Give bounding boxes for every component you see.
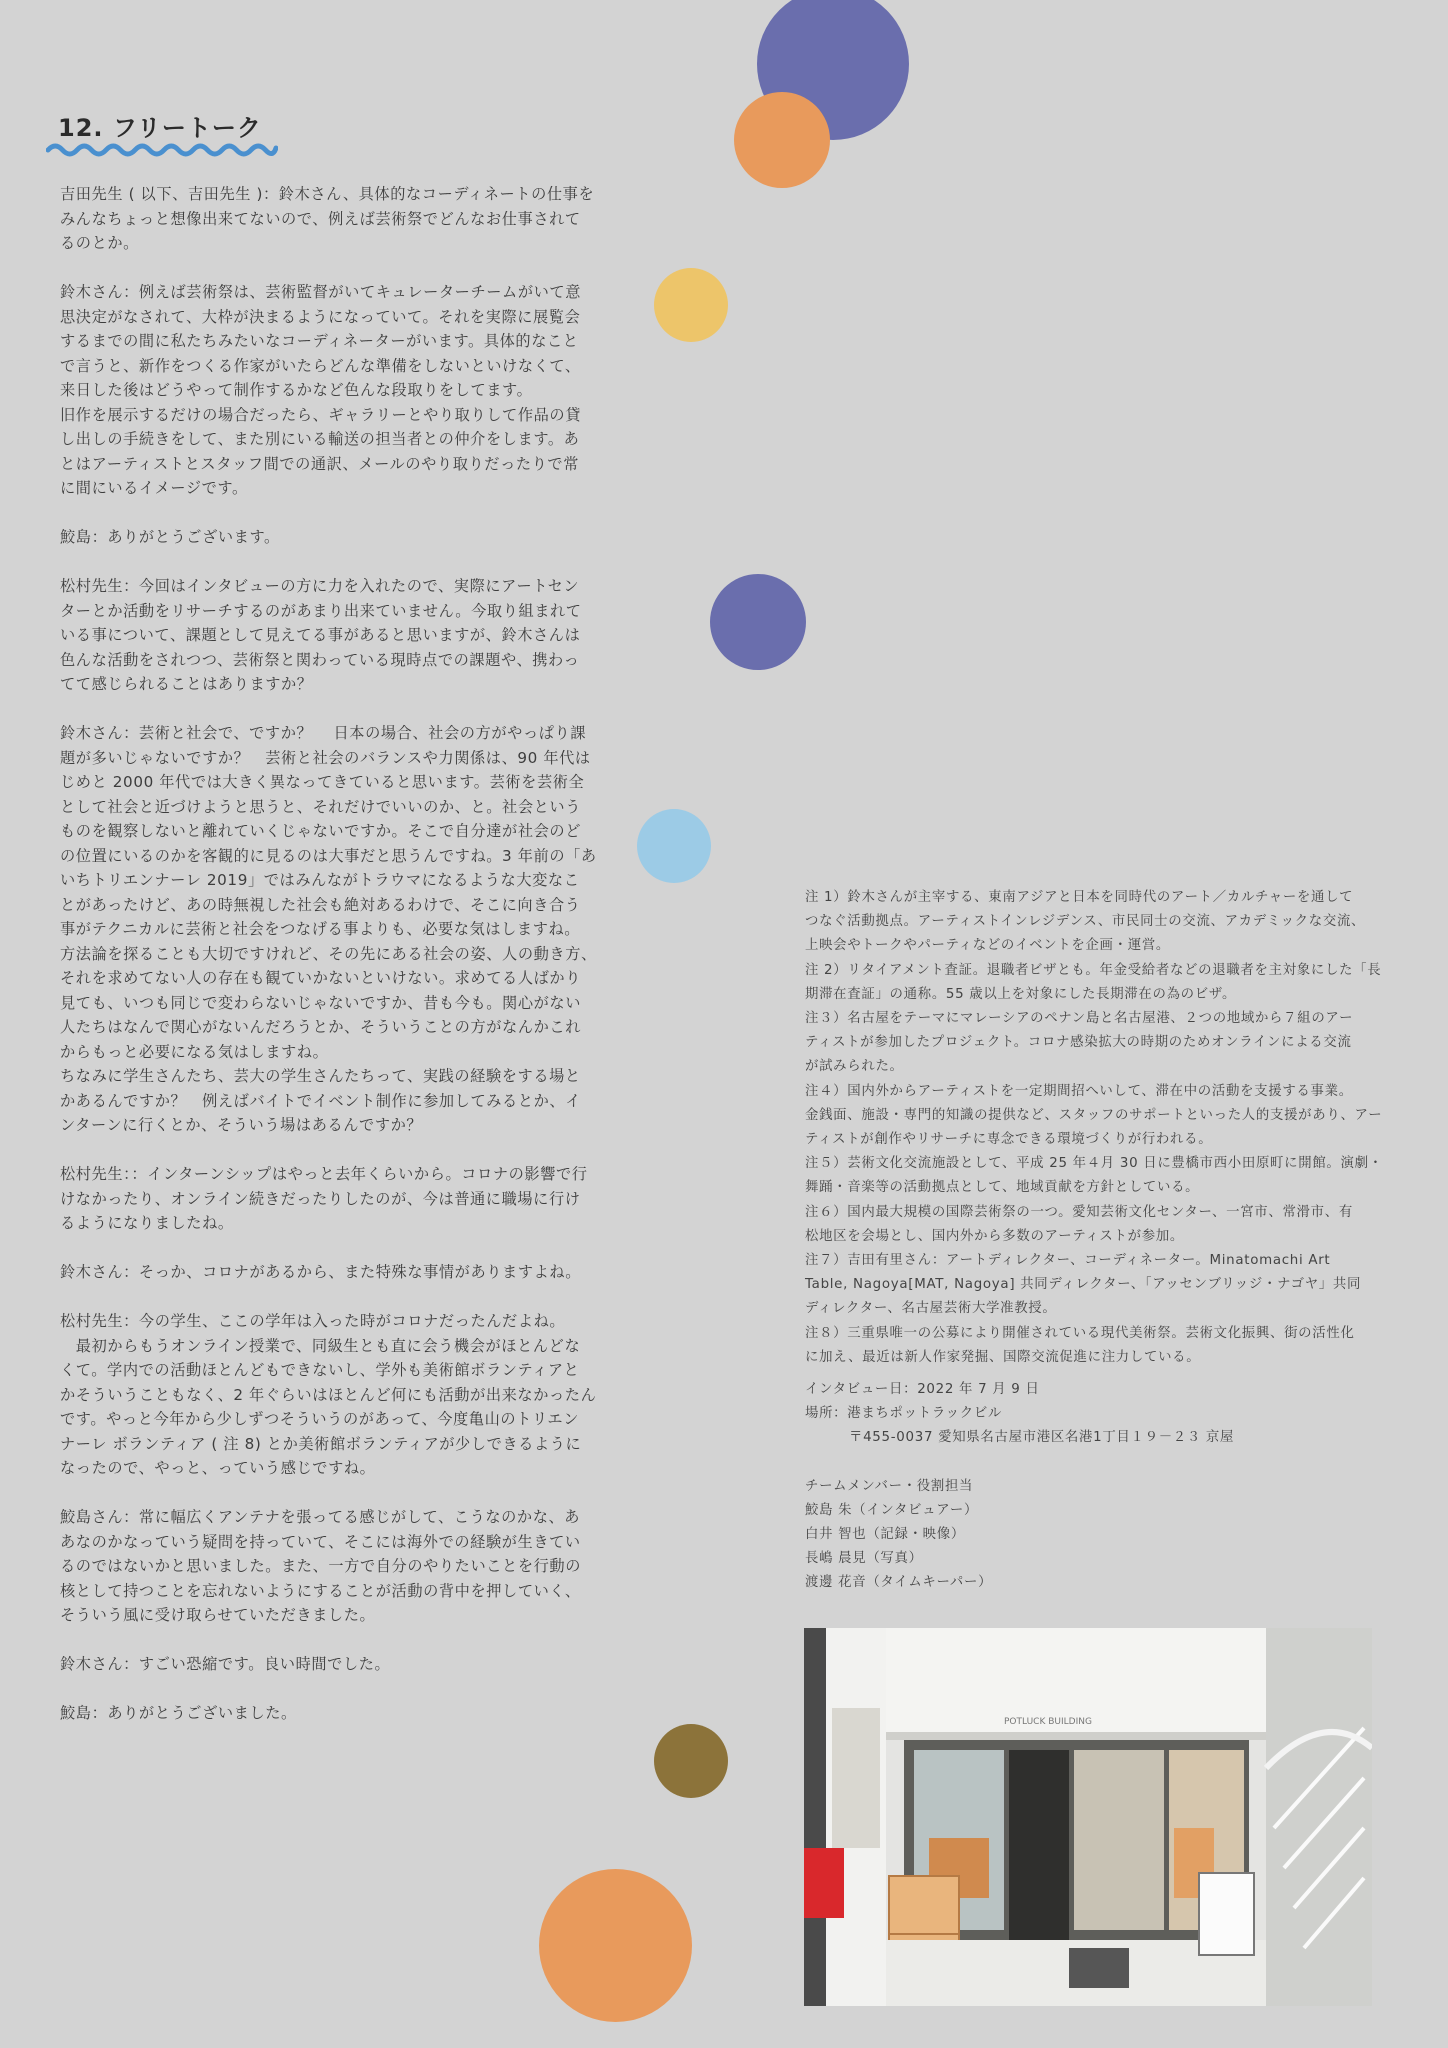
interview-info <box>805 1378 1385 1596</box>
conversation-paragraph <box>60 182 640 256</box>
team-member: 鮫島 朱（インタビュアー） <box>805 1502 979 1518</box>
conversation-line: ンターンに行くとか、そういう場はあるんですか？ <box>60 1116 423 1134</box>
footnote-line: ディレクター、名古屋芸術大学准教授。 <box>805 1301 1057 1317</box>
orange-circle-bottom <box>539 1869 692 2022</box>
footnote-line: 松地区を会場とし、国内外から多数のアーティストが参加。 <box>805 1228 1184 1244</box>
conversation-paragraph <box>60 1309 640 1481</box>
conversation-body <box>60 182 640 1750</box>
conversation-line: けなかったり、オンライン続きだったりしたのが、今は普通に職場に行け <box>60 1189 581 1208</box>
building-photo <box>804 1628 1372 2006</box>
conversation-line: ものを観察しないと離れていくじゃないですか。そこで自分達が社会のど <box>60 822 581 840</box>
yellow-circle <box>654 268 728 342</box>
conversation-line: 最初からもうオンライン授業で、同級生とも直に会う機会がほとんどな <box>60 1336 581 1355</box>
conversation-line: の位置にいるのかを客観的に見るのは大事だと思うんですね。3 年前の「あ <box>60 846 597 865</box>
conversation-line: 人たちはなんで関心がないんだろうとか、そういうことの方がなんかこれ <box>60 1018 581 1036</box>
conversation-paragraph <box>60 721 640 1138</box>
conversation-line: に間にいるイメージです。 <box>60 479 248 497</box>
conversation-line: 鮫島さん：常に幅広くアンテナを張ってる感じがして、こうなのかな、あ <box>60 1508 581 1526</box>
conversation-line: で言うと、新作をつくる作家がいたらどんな準備をしないといけなくて、 <box>60 356 581 375</box>
conversation-line: るようになりましたね。 <box>60 1214 234 1232</box>
footnote-line: 注３）名古屋をテーマにマレーシアのペナン島と名古屋港、２つの地域から７組のアー <box>805 1011 1354 1027</box>
conversation-line: 思決定がなされて、大枠が決まるようになっていて。それを実際に展覧会 <box>60 307 581 326</box>
lightblue-circle <box>637 809 711 883</box>
conversation-line: 鈴木さん：例えば芸術祭は、芸術監督がいてキュレーターチームがいて意 <box>60 283 581 301</box>
conversation-line: 鈴木さん：芸術と社会で、ですか？ 日本の場合、社会の方がやっぱり課 <box>60 724 587 742</box>
conversation-line: として社会と近づけようと思うと、それだけでいいのか、と。社会という <box>60 797 581 816</box>
conversation-line: 旧作を展示するだけの場合だったら、ギャラリーとやり取りして作品の貸 <box>60 405 581 424</box>
conversation-paragraph <box>60 1162 640 1236</box>
footnote-line: 金銭面、施設・専門的知識の提供など、スタッフのサポートといった人的支援があり、アー <box>805 1107 1383 1123</box>
conversation-line: そういう風に受け取らせていただきました。 <box>60 1606 376 1624</box>
conversation-paragraph <box>60 280 640 501</box>
conversation-line: 色んな活動をされつつ、芸術祭と関わっている現時点での課題や、携わっ <box>60 650 580 669</box>
conversation-line: みんなちょっと想像出来てないので、例えば芸術祭でどんなお仕事されて <box>60 209 581 228</box>
footnote-line: 注７）吉田有里さん：アートディレクター、コーディネーター。Minatomachi Art <box>805 1253 1331 1269</box>
footnote-line: 注 1）鈴木さんが主宰する、東南アジアと日本を同時代のアート／カルチャーを通して <box>805 890 1354 905</box>
conversation-line: くて。学内での活動ほとんどもできないし、学外も美術館ボランティアと <box>60 1361 580 1379</box>
conversation-line: かあるんですか？ 例えばバイトでイベント制作に参加してみるとか、イ <box>60 1091 581 1110</box>
conversation-line: 鮫島：ありがとうございました。 <box>60 1704 297 1722</box>
interview-date: インタビュー日：2022 年 7 月 9 日 <box>805 1382 1040 1397</box>
conversation-line: です。やっと今年から少しずつそういうのがあって、今度亀山のトリエン <box>60 1410 580 1428</box>
conversation-line: とがあったけど、あの時無視した社会も絶対あるわけで、そこに向き合う <box>60 895 581 914</box>
footnotes <box>805 886 1385 1370</box>
conversation-line: とはアーティストとスタッフ間での通訳、メールのやり取りだったりで常 <box>60 454 580 473</box>
conversation-line: 松村先生：今回はインタビューの方に力を入れたので、実際にアートセン <box>60 577 580 595</box>
conversation-line: 事がテクニカルに芸術と社会をつなげる事よりも、必要な気はしますね。 <box>60 920 581 938</box>
footnote-line: 注６）国内最大規模の国際芸術祭の一つ。愛知芸術文化センター、一宮市、常滑市、有 <box>805 1204 1353 1220</box>
conversation-line: ナーレ ボランティア ( 注 8) とか美術館ボランティアが少しできるように <box>60 1434 582 1453</box>
team-member: 白井 智也（記録・映像） <box>805 1527 965 1543</box>
conversation-line: 松村先生：今の学生、ここの学年は入った時がコロナだったんだよね。 <box>60 1312 566 1330</box>
conversation-paragraph <box>60 1260 640 1285</box>
conversation-paragraph <box>60 525 640 550</box>
footnote-line: ティストが参加したプロジェクト。コロナ感染拡大の時期のためオンラインによる交流 <box>805 1035 1352 1051</box>
footnote-line: ティストが創作やリサーチに専念できる環境づくりが行われる。 <box>805 1132 1213 1148</box>
footnote-line: が試みられた。 <box>805 1059 904 1075</box>
conversation-line: するまでの間に私たちみたいなコーディネーターがいます。具体的なこと <box>60 332 579 350</box>
footnote-line: 注 2）リタイアメント査証。退職者ビザとも。年金受給者などの退職者を主対象にした「長 <box>805 962 1382 978</box>
conversation-line: し出しの手続きをして、また別にいる輸送の担当者との仲介をします。あ <box>60 430 580 448</box>
conversation-line: いちトリエンナーレ 2019」ではみんながトラウマになるような大変なこ <box>60 871 580 889</box>
conversation-paragraph <box>60 1701 640 1726</box>
building-illustration <box>804 1628 1372 2006</box>
interview-place: 場所：港まちポットラックビル <box>805 1406 1002 1422</box>
team-member: 渡邊 花音（タイムキーパー） <box>805 1575 993 1591</box>
footnote-line: 舞踊・音楽等の活動拠点として、地域貢献を方針としている。 <box>805 1180 1200 1196</box>
conversation-line: 方法論を探ることも大切ですけれど、その先にある社会の姿、人の動き方、 <box>60 944 597 963</box>
conversation-line: それを求めてない人の存在も観ていかないといけない。求めてる人ばかり <box>60 969 581 987</box>
footnote-line: つなぐ活動拠点。アーティストインレジデンス、市民同士の交流、アカデミックな交流、 <box>805 914 1366 930</box>
footnote-line: Table, Nagoya[MAT, Nagoya] 共同ディレクター、「アッセンブリッジ・ナゴヤ」共同 <box>805 1277 1362 1293</box>
footnote-line: 期滞在査証」の通称。55 歳以上を対象にした長期滞在の為のビザ。 <box>805 986 1237 1002</box>
footnote-line: 注８）三重県唯一の公募により開催されている現代美術祭。芸術文化振興、街の活性化 <box>805 1325 1355 1341</box>
conversation-line: ちなみに学生さんたち、芸大の学生さんたちって、実践の経験をする場と <box>60 1067 581 1085</box>
conversation-line: かそういうこともなく、2 年ぐらいはほとんど何にも活動が出来なかったん <box>60 1385 597 1404</box>
conversation-paragraph <box>60 1505 640 1628</box>
footnote-line: 注４）国内外からアーティストを一定期間招へいして、滞在中の活動を支援する事業。 <box>805 1083 1353 1099</box>
conversation-line: からもっと必要になる気はしますね。 <box>60 1042 329 1061</box>
conversation-line: るのとか。 <box>60 234 139 252</box>
conversation-line: いる事について、課題として見えてる事があると思いますが、鈴木さんは <box>60 626 581 644</box>
orange-circle-top <box>734 92 830 188</box>
conversation-line: あなのかなっていう疑問を持っていて、そこには海外での経験が生きてい <box>60 1532 581 1551</box>
building-sign: POTLUCK BUILDING <box>1004 1717 1092 1727</box>
conversation-line: じめと 2000 年代では大きく異なってきていると思います。芸術を芸術全 <box>60 773 585 791</box>
team-heading: チームメンバー・役割担当 <box>805 1478 974 1494</box>
team-member: 長嶋 晨見（写真） <box>805 1551 923 1567</box>
conversation-line: 松村先生：：インターンシップはやっと去年くらいから。コロナの影響で行 <box>60 1165 588 1183</box>
conversation-line: 来日した後はどうやって制作するかなど色んな段取りをしてます。 <box>60 381 533 399</box>
conversation-line: 鈴木さん：すごい恐縮です。良い時間でした。 <box>60 1655 391 1673</box>
interview-address: 〒455-0037 愛知県名古屋市港区名港1丁目１９－２３ 京屋 <box>849 1430 1235 1446</box>
conversation-line: るのではないかと思いました。また、一方で自分のやりたいことを行動の <box>60 1557 581 1575</box>
title-wave-underline <box>46 140 278 160</box>
footnote-line: 上映会やトークやパーティなどのイベントを企画・運営。 <box>805 938 1171 954</box>
conversation-line: てて感じられることはありますか？ <box>60 675 313 693</box>
conversation-paragraph <box>60 574 640 697</box>
conversation-line: 見ても、いつも同じで変わらないじゃないですか、昔も今も。関心がない <box>60 993 581 1012</box>
section-title: 12. フリートーク <box>58 114 262 142</box>
conversation-line: 題が多いじゃないですか？ 芸術と社会のバランスや力関係は、90 年代は <box>60 748 591 767</box>
footnote-line: 注５）芸術文化交流施設として、平成 25 年４月 30 日に豊橋市西小田原町に開館。演劇・ <box>805 1156 1383 1172</box>
footnote-line: に加え、最近は新人作家発掘、国際交流促進に注力している。 <box>805 1349 1201 1365</box>
conversation-line: ターとか活動をリサーチするのがあまり出来ていません。今取り組まれて <box>60 601 582 620</box>
conversation-line: 核として持つことを忘れないようにすることが活動の背中を押していく、 <box>60 1581 581 1600</box>
conversation-paragraph <box>60 1652 640 1677</box>
conversation-line: なったので、やっと、っていう感じですね。 <box>60 1459 376 1477</box>
conversation-line: 吉田先生 ( 以下、吉田先生 )：鈴木さん、具体的なコーディネートの仕事を <box>60 185 595 203</box>
conversation-line: 鈴木さん：そっか、コロナがあるから、また特殊な事情がありますよね。 <box>60 1263 581 1281</box>
conversation-line: 鮫島：ありがとうございます。 <box>60 528 280 546</box>
indigo-circle-mid <box>710 574 806 670</box>
olive-circle <box>654 1724 728 1798</box>
